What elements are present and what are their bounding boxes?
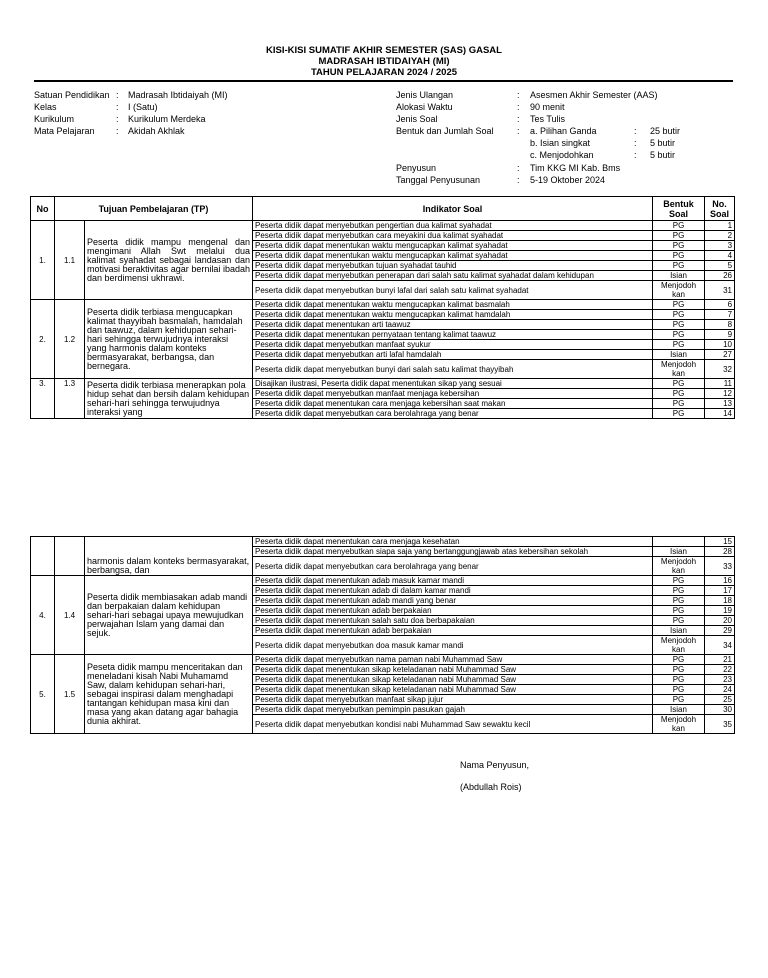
nosoal-cell: 5 [705,261,735,271]
bentuk-cell: PG [653,241,705,251]
nosoal-cell: 23 [705,675,735,685]
nosoal-cell: 35 [705,715,735,734]
bentuk-cell: Menjodoh kan [653,715,705,734]
soal-type: b. Isian singkat [530,138,591,148]
doc-title-line-1: KISI-KISI SUMATIF AKHIR SEMESTER (SAS) GASAL [266,45,502,56]
nosoal-cell: 16 [705,576,735,586]
bentuk-cell [653,537,705,547]
info-right2-label: Penyusun [396,163,437,173]
indikator-cell: Peserta didik dapat menyebutkan tujuan syahadat tauhid [253,261,653,271]
nosoal-cell: 22 [705,665,735,675]
nosoal-cell: 6 [705,300,735,310]
group-no: 3. [31,379,55,419]
indikator-cell: Peserta didik dapat menyebutkan kondisi nabi Muhammad Saw sewaktu kecil [253,715,653,734]
indikator-cell: Peserta didik dapat menyebutkan bunyi dari salah satu kalimat thayyibah [253,360,653,379]
nosoal-cell: 28 [705,547,735,557]
soal-count: 5 butir [650,150,676,160]
info-left-colon: : [116,90,119,100]
nosoal-cell: 15 [705,537,735,547]
indikator-cell: Peserta didik dapat menentukan arti taawuz [253,320,653,330]
info-right2-colon: : [517,163,520,173]
indikator-cell: Peserta didik dapat menentukan adab masuk kamar mandi [253,576,653,586]
indikator-cell: Peserta didik dapat menentukan sikap keteladanan nabi Muhammad Saw [253,675,653,685]
soal-colon: : [634,126,637,136]
info-left-colon: : [116,102,119,112]
group-no: 2. [31,300,55,379]
bentuk-cell: PG [653,399,705,409]
nosoal-cell: 8 [705,320,735,330]
indikator-cell: Peserta didik dapat menentukan adab mandi yang benar [253,596,653,606]
bentuk-cell: PG [653,320,705,330]
nosoal-cell: 19 [705,606,735,616]
indikator-cell: Peserta didik dapat menyebutkan nama paman nabi Muhammad Saw [253,655,653,665]
table-row [31,537,735,547]
bentuk-cell: PG [653,221,705,231]
bentuk-cell: PG [653,340,705,350]
info-right-colon: : [517,90,520,100]
bentuk-cell: Menjodoh kan [653,636,705,655]
info-right-value: Tes Tulis [530,114,566,124]
nosoal-cell: 34 [705,636,735,655]
indikator-cell: Peserta didik dapat menentukan sikap keteladanan nabi Muhammad Saw [253,685,653,695]
indikator-cell: Peserta didik dapat menyebutkan manfaat syukur [253,340,653,350]
info-right-label: Jenis Soal [396,114,438,124]
soal-type: a. Pilihan Ganda [530,126,597,136]
bentuk-cell: PG [653,596,705,606]
info-right-value: 90 menit [530,102,565,112]
info-left-value: I (Satu) [128,102,158,112]
table-row [31,576,735,586]
indikator-cell: Peserta didik dapat menentukan waktu mengucapkan kalimat syahadat [253,251,653,261]
nosoal-cell: 29 [705,626,735,636]
bentuk-cell: PG [653,665,705,675]
indikator-cell: Peserta didik dapat menyebutkan pemimpin pasukan gajah [253,705,653,715]
info-right-colon: : [517,126,520,136]
group-tujuan: Peserta didik terbiasa menerapkan pola hidup sehat dan bersih dalam kehidupan sehari-hari sehingga terwujudnya interaksi yang [85,379,253,419]
nosoal-cell: 9 [705,330,735,340]
bentuk-cell: Menjodoh kan [653,281,705,300]
bentuk-cell: PG [653,379,705,389]
info-left-value: Madrasah Ibtidaiyah (MI) [128,90,228,100]
info-right2-value: Tim KKG MI Kab. Bms [530,163,621,173]
indikator-cell: Peserta didik dapat menentukan sikap keteladanan nabi Muhammad Saw [253,665,653,675]
soal-count: 25 butir [650,126,681,136]
bentuk-cell: PG [653,685,705,695]
info-right2-label: Tanggal Penyusunan [396,175,481,185]
indikator-cell: Peserta didik dapat menentukan pernyataan tentang kalimat taawuz [253,330,653,340]
bentuk-cell: PG [653,300,705,310]
nosoal-cell: 3 [705,241,735,251]
bentuk-cell: PG [653,389,705,399]
group-tujuan: Peseta didik mampu menceritakan dan meneladani kisah Nabi Muhamamd Saw, dalam kehidupan sehari-hari, sebagai inspirasi dalam menghadapi tantangan kehidupan masa kini dan masa yang akan datang agar bahagia dunia akhirat. [85,655,253,734]
indikator-cell: Peserta didik dapat menentukan adab berpakaian [253,606,653,616]
info-left-label: Kelas [34,102,57,112]
info-left-colon: : [116,114,119,124]
group-no: 4. [31,576,55,655]
info-left-label: Satuan Pendidikan [34,90,110,100]
bentuk-cell: PG [653,586,705,596]
nosoal-cell: 11 [705,379,735,389]
nosoal-cell: 10 [705,340,735,350]
doc-title-line-3: TAHUN PELAJARAN 2024 / 2025 [310,67,458,78]
nosoal-cell: 24 [705,685,735,695]
indikator-cell: Peserta didik dapat menentukan adab di dalam kamar mandi [253,586,653,596]
signature-name: (Abdullah Rois) [460,782,522,792]
nosoal-cell: 32 [705,360,735,379]
indikator-cell: Peserta didik dapat menyebutkan manfaat sikap jujur [253,695,653,705]
indikator-cell: Peserta didik dapat menentukan cara menjaga kesehatan [253,537,653,547]
header-no: No [31,197,55,221]
nosoal-cell: 33 [705,557,735,576]
bentuk-cell: Isian [653,350,705,360]
bentuk-cell: PG [653,576,705,586]
bentuk-cell: Isian [653,271,705,281]
info-right-label: Alokasi Waktu [396,102,453,112]
group-no: 5. [31,655,55,734]
bentuk-cell: PG [653,675,705,685]
nosoal-cell: 18 [705,596,735,606]
nosoal-cell: 17 [705,586,735,596]
bentuk-cell: Isian [653,626,705,636]
bentuk-cell: PG [653,310,705,320]
info-left-value: Kurikulum Merdeka [128,114,206,124]
group-code: 1.5 [55,655,85,734]
group-code [55,537,85,576]
bentuk-cell: PG [653,231,705,241]
header-nosoal: No. Soal [705,197,735,221]
indikator-cell: Peserta didik dapat menyebutkan siapa saja yang bertanggungjawab atas kebersihan sekolah [253,547,653,557]
group-tujuan: Peserta didik terbiasa mengucapkan kalimat thayyibah basmalah, hamdalah dan taawuz, dalam kehidupan sehari-hari sehingga terwujudnya interaksi yang harmonis dalam konteks bermasyarakat, berbangsa, dan bernegara. [85,300,253,379]
nosoal-cell: 27 [705,350,735,360]
info-left-value: Akidah Akhlak [128,126,185,136]
nosoal-cell: 1 [705,221,735,231]
group-code: 1.2 [55,300,85,379]
info-right2-value: 5-19 Oktober 2024 [530,175,606,185]
table-row [31,655,735,665]
nosoal-cell: 13 [705,399,735,409]
info-left-label: Kurikulum [34,114,75,124]
soal-type: c. Menjodohkan [530,150,594,160]
bentuk-cell: Isian [653,547,705,557]
header-indikator: Indikator Soal [253,197,653,221]
indikator-cell: Peserta didik dapat menentukan adab berpakaian [253,626,653,636]
indikator-cell: Peserta didik dapat menentukan cara menjaga kebersihan saat makan [253,399,653,409]
indikator-cell: Peserta didik dapat menyebutkan cara berolahraga yang benar [253,557,653,576]
indikator-cell: Peserta didik dapat menentukan waktu mengucapkan kalimat basmalah [253,300,653,310]
info-right-colon: : [517,102,520,112]
indikator-cell: Peserta didik dapat menyebutkan bunyi lafal dari salah satu kalimat syahadat [253,281,653,300]
bentuk-cell: PG [653,606,705,616]
bentuk-cell: PG [653,409,705,419]
indikator-cell: Disajikan ilustrasi, Peserta didik dapat menentukan sikap yang sesuai [253,379,653,389]
bentuk-cell: PG [653,616,705,626]
indikator-cell: Peserta didik dapat menyebutkan cara berolahraga yang benar [253,409,653,419]
info-left-colon: : [116,126,119,136]
table-row [31,379,735,389]
indikator-cell: Peserta didik dapat menyebutkan cara meyakini dua kalimat syahadat [253,231,653,241]
soal-count: 5 butir [650,138,676,148]
bentuk-cell: PG [653,330,705,340]
group-no [31,537,55,576]
header-tp: Tujuan Pembelajaran (TP) [55,197,253,221]
table-row [31,221,735,231]
nosoal-cell: 12 [705,389,735,399]
info-right-colon: : [517,114,520,124]
info-right-value: Asesmen Akhir Semester (AAS) [530,90,658,100]
group-tujuan: Peserta didik membiasakan adab mandi dan berpakaian dalam kehidupan sehari-hari sebagai upaya mewujudkan perwajahan Islam yang damai dan sejuk. [85,576,253,655]
indikator-cell: Peserta didik dapat menyebutkan doa masuk kamar mandi [253,636,653,655]
nosoal-cell: 2 [705,231,735,241]
header-bentuk: Bentuk Soal [653,197,705,221]
group-code: 1.3 [55,379,85,419]
indikator-cell: Peserta didik dapat menentukan waktu mengucapkan kalimat syahadat [253,241,653,251]
soal-colon: : [634,138,637,148]
group-tujuan: harmonis dalam konteks bermasyarakat, berbangsa, dan [85,537,253,576]
info-left-label: Mata Pelajaran [34,126,95,136]
info-right-label: Jenis Ulangan [396,90,454,100]
kisi-kisi-table-page-1 [30,196,735,419]
indikator-cell: Peserta didik dapat menyebutkan pengertian dua kalimat syahadat [253,221,653,231]
signature-label: Nama Penyusun, [460,760,530,770]
group-code: 1.4 [55,576,85,655]
bentuk-cell: Menjodoh kan [653,557,705,576]
info-right2-colon: : [517,175,520,185]
nosoal-cell: 4 [705,251,735,261]
title-divider [34,80,733,82]
indikator-cell: Peserta didik dapat menyebutkan arti lafal hamdalah [253,350,653,360]
group-code: 1.1 [55,221,85,300]
indikator-cell: Peserta didik dapat menentukan salah satu doa berbapakaian [253,616,653,626]
group-tujuan: Peserta didik mampu mengenal dan mengimani Allah Swt melalui dua kalimat syahadat sebagai landasan dan motivasi beraktivitas agar bernilai ibadah dan berdimensi ukhrawi. [85,221,253,300]
nosoal-cell: 25 [705,695,735,705]
bentuk-cell: PG [653,261,705,271]
nosoal-cell: 26 [705,271,735,281]
nosoal-cell: 31 [705,281,735,300]
nosoal-cell: 21 [705,655,735,665]
group-no: 1. [31,221,55,300]
indikator-cell: Peserta didik dapat menyebutkan penerapan dari salah satu kalimat syahadat dalam kehidupan [253,271,653,281]
bentuk-cell: Menjodoh kan [653,360,705,379]
bentuk-cell: PG [653,655,705,665]
soal-colon: : [634,150,637,160]
kisi-kisi-table-page-2 [30,536,735,734]
nosoal-cell: 20 [705,616,735,626]
bentuk-cell: Isian [653,705,705,715]
nosoal-cell: 30 [705,705,735,715]
bentuk-cell: PG [653,695,705,705]
table-row [31,300,735,310]
nosoal-cell: 7 [705,310,735,320]
bentuk-cell: PG [653,251,705,261]
indikator-cell: Peserta didik dapat menentukan waktu mengucapkan kalimat hamdalah [253,310,653,320]
nosoal-cell: 14 [705,409,735,419]
info-right-label: Bentuk dan Jumlah Soal [396,126,494,136]
indikator-cell: Peserta didik dapat menyebutkan manfaat menjaga kebersihan [253,389,653,399]
doc-title-line-2: MADRASAH IBTIDAIYAH (MI) [318,56,450,67]
